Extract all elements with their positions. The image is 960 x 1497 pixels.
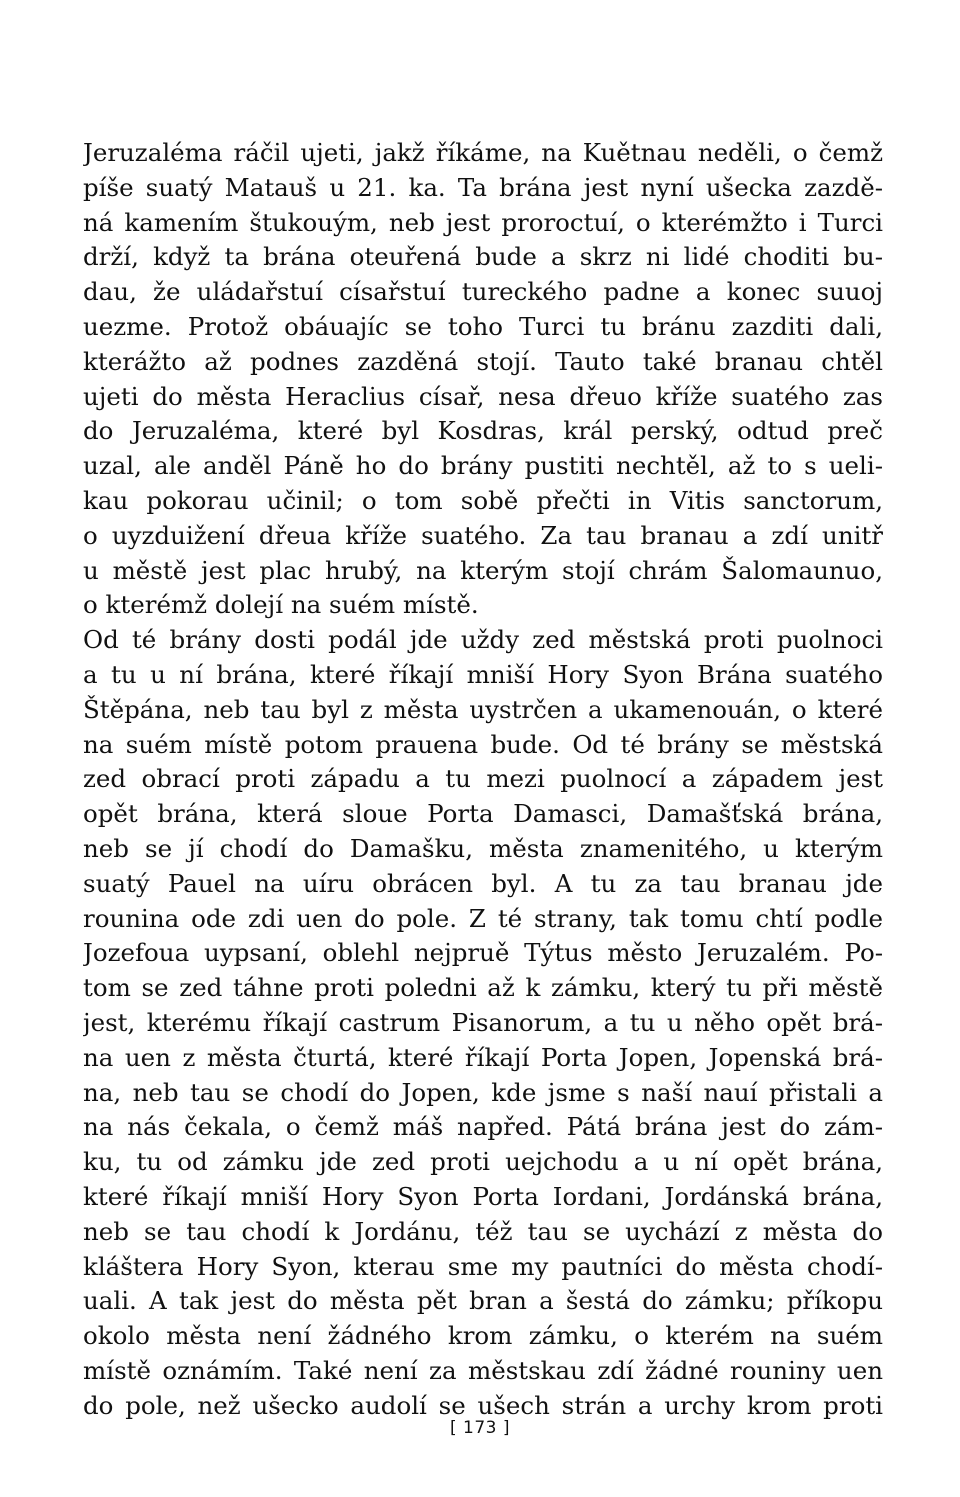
text-line: kau pokorau učinil; o tom sobě přečti in Vitis sanctorum, <box>83 485 883 515</box>
text-line: které říkají mniší Hory Syon Porta Iordani, Jordánská brána, <box>83 1181 883 1211</box>
paragraph-end-line: o kterémž dolejí na suém místě. <box>83 590 479 620</box>
text-line: zed obrací proti západu a tu mezi puolnocí a západem jest <box>83 764 883 794</box>
text-line: u městě jest plac hrubý, na kterým stojí chrám Šalomaunuo, <box>83 555 883 585</box>
text-line: na uen z města čturtá, které říkají Porta Jopen, Jopenská brá- <box>83 1042 883 1072</box>
text-line: do pole, než ušecko audolí se ušech strán a urchy krom proti <box>83 1390 883 1420</box>
text-line: jest, kterému říkají castrum Pisanorum, a tu u něho opět brá- <box>83 1007 883 1037</box>
text-line: Jeruzaléma ráčil ujeti, jakž říkáme, na Kuětnau neděli, o čemž <box>83 138 883 167</box>
text-line: neb se jí chodí do Damašku, města znamenitého, u kterým <box>83 833 883 863</box>
text-line: Jozefoua uypsaní, oblehl nejpruě Týtus město Jeruzalém. Po- <box>83 938 883 968</box>
text-line: místě oznámím. Také není za městskau zdí žádné rouniny uen <box>83 1355 883 1385</box>
text-line: ku, tu od zámku jde zed proti uejchodu a u ní opět brána, <box>83 1147 883 1177</box>
text-line: dau, že uládařstuí císařstuí tureckého padne a konec suuoj <box>83 277 883 307</box>
text-line: kterážto až podnes zazděná stojí. Tauto také branau chtěl <box>83 346 883 376</box>
text-line: a tu u ní brána, které říkají mniší Hory Syon Brána suatého <box>83 659 883 689</box>
text-line: píše suatý Matauš u 21. ka. Ta brána jest nyní ušecka zazdě- <box>83 172 883 202</box>
text-line: kláštera Hory Syon, kterau sme my pautníci do města chodí- <box>83 1251 883 1281</box>
text-line: na nás čekala, o čemž máš napřed. Pátá brána jest do zám- <box>83 1112 883 1142</box>
text-line: na, neb tau se chodí do Jopen, kde jsme s naší nauí přistali a <box>83 1077 883 1107</box>
text-line: Od té brány dosti podál jde uždy zed městská proti puolnoci <box>83 625 883 655</box>
text-line: rounina ode zdi uen do pole. Z té strany, tak tomu chtí podle <box>83 903 883 933</box>
text-line: opět brána, která sloue Porta Damasci, Damašťská brána, <box>83 799 883 829</box>
text-line: neb se tau chodí k Jordánu, též tau se uychází z města do <box>83 1216 883 1246</box>
text-line: uali. A tak jest do města pět bran a šestá do zámku; příkopu <box>83 1286 883 1316</box>
text-line: okolo města není žádného krom zámku, o kterém na suém <box>83 1321 883 1351</box>
text-line: Štěpána, neb tau byl z města uystrčen a ukamenouán, o které <box>83 694 883 724</box>
text-line: o uyzduižení dřeua kříže suatého. Za tau branau a zdí unitř <box>83 520 883 550</box>
page-number: [ 173 ] <box>449 1418 511 1438</box>
text-line: uezme. Protož obáuajíc se toho Turci tu bránu zazditi dali, <box>83 311 883 341</box>
text-line: drží, když ta brána oteuřená bude a skrz ni lidé choditi bu- <box>83 242 883 272</box>
text-line: suatý Pauel na uíru obrácen byl. A tu za tau branau jde <box>83 868 883 898</box>
text-line: ujeti do města Heraclius císař, nesa dřeuo kříže suatého zas <box>83 381 883 411</box>
text-line: tom se zed táhne proti poledni až k zámku, který tu při městě <box>83 973 883 1003</box>
text-line: ná kamením štukouým, neb jest proroctuí, o kterémžto i Turci <box>83 207 883 237</box>
text-line: uzal, ale anděl Páně ho do brány pustiti nechtěl, až to s ueli- <box>83 451 883 481</box>
text-line: do Jeruzaléma, které byl Kosdras, král perský, odtud preč <box>83 416 883 446</box>
text-line: na suém místě potom prauena bude. Od té brány se městská <box>83 729 883 759</box>
body-text <box>83 136 883 1423</box>
